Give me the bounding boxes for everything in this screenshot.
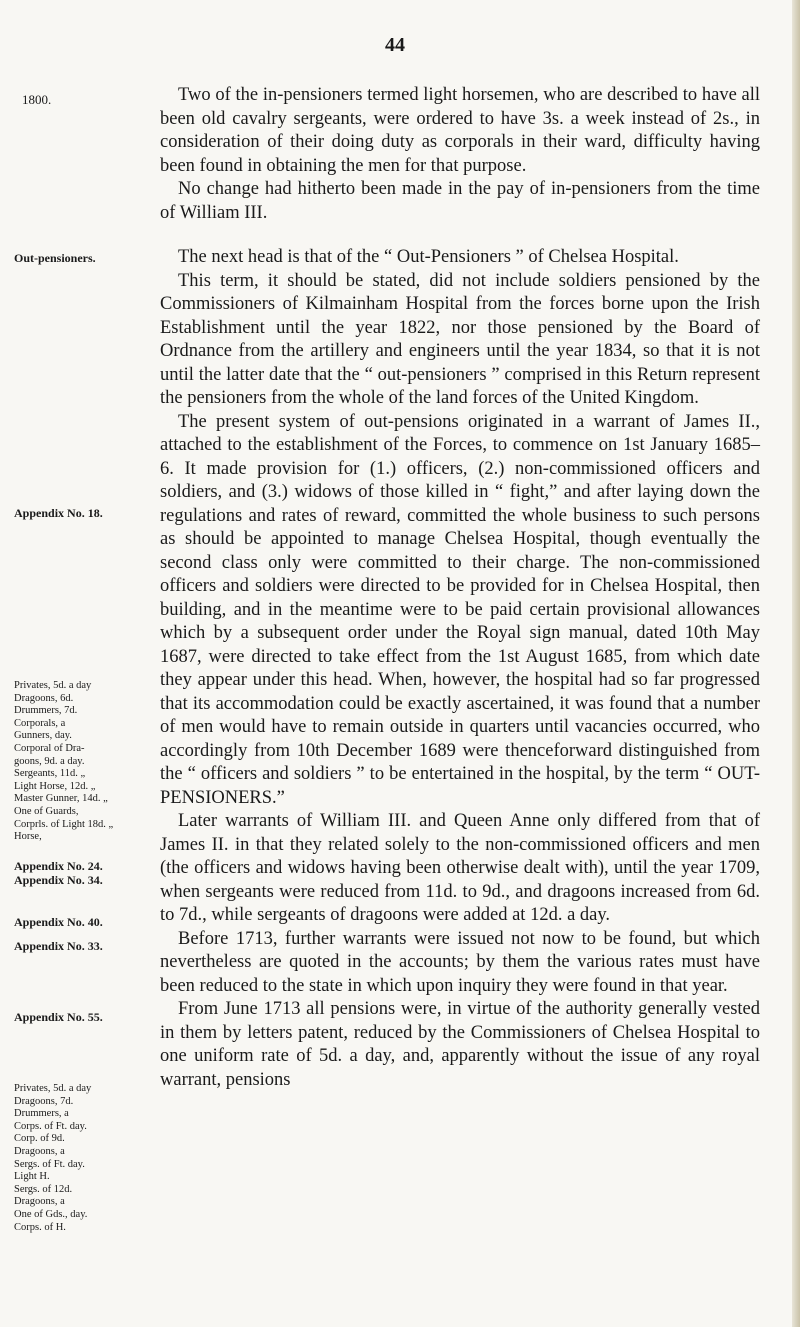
body-text-main bbox=[160, 246, 760, 1092]
scale-1713-row: Privates, 5d. a day bbox=[14, 1083, 92, 1094]
scale-1713-row: Dragoons, a bbox=[14, 1196, 65, 1208]
scale-1713-row: Light H. bbox=[14, 1171, 50, 1183]
scale-1713-row: Drummers, a bbox=[14, 1108, 69, 1120]
scale-1685-row: Privates, 5d. a day bbox=[14, 680, 92, 691]
paragraph-out-pensioners-head: The next head is that of the “ Out-Pensioners ” of Chelsea Hospital. bbox=[178, 247, 679, 267]
appendix-33-margin-note: Appendix No. 33. bbox=[14, 939, 103, 953]
paragraph-before-1713: Before 1713, further warrants were issued not now to be found, but which nevertheless are quoted in the accounts; by them the various rates must have been reduced to the state in which upon inquiry they were found in that year. bbox=[160, 928, 760, 996]
paragraph-light-horsemen: Two of the in-pensioners termed light horsemen, who are described to have all been old cavalry sergeants, were ordered to have 3s. a week instead of 2s., in consideration of their doing duty as corporals in their ward, difficulty having been found in obtaining the men for that purpose. bbox=[160, 85, 760, 176]
scale-1713-row: Sergs. of Ft. day. bbox=[14, 1158, 85, 1170]
scale-1685-row: Horse, bbox=[14, 831, 42, 843]
appendix-24-margin-note: Appendix No. 24. bbox=[14, 859, 103, 873]
appendix-18-margin-note: Appendix No. 18. bbox=[14, 506, 103, 520]
scale-1713-row: Corp. of 9d. bbox=[14, 1133, 65, 1145]
scale-1685-row: Corporals, a bbox=[14, 717, 66, 729]
appendix-55-margin-note: Appendix No. 55. bbox=[14, 1010, 103, 1024]
out-pensioners-margin-note: Out-pensioners. bbox=[14, 251, 96, 265]
appendix-40-margin-note: Appendix No. 40. bbox=[14, 915, 103, 929]
scale-1685-row: Sergeants, 11d. „ bbox=[14, 768, 86, 780]
body-text-top bbox=[160, 84, 760, 225]
paragraph-term-definition: This term, it should be stated, did not include soldiers pensioned by the Commissioners of Kilmainham Hospital from the forces borne upon the Irish Establishment until the year 1822, nor those pensioned by the Board of Ordnance from the artillery and engineers until the year 1834, so that it is not until the latter date that the “ out-pensioners ” comprised in this Return represent the pensioners from the whole of the land forces of the United Kingdom. bbox=[160, 270, 760, 408]
paragraph-present-system: The present system of out-pensions originated in a warrant of James II., attached to the establishment of the Forces, to commence on 1st January 1685–6. It made provision for (1.) officers, (2.) non-commissioned officers and soldiers, and (3.) widows of those killed in “ fight,” and after laying down the regulations and rates of reward, committed the whole business to such persons as should be appointed to manage Chelsea Hospital, though eventually the second class only were committed to their charge. The non-commissioned officers and soldiers were directed to be provided for in Chelsea Hospital, then building, and in the meantime were to be paid certain provisional allowances which by a subsequent order under the Royal sign manual, dated 10th May 1687, were directed to take effect from the 1st August 1685, from which date they appear under this head. When, however, the hospital had so far progressed that its accommodation could be exactly ascertained, it was found that a number of men would have to remain outside in quarters until vacancies occurred, who accordingly from 10th December 1689 were thenceforward distinguished from the “ officers and soldiers ” to be entertained in the hospital, by the term “ OUT-PENSIONERS.” bbox=[160, 411, 760, 808]
page-edge bbox=[792, 0, 800, 1327]
pension-scale-1713 bbox=[14, 1083, 154, 1234]
paragraph-no-change: No change had hitherto been made in the pay of in-pensioners from the time of William III. bbox=[160, 179, 760, 223]
pension-scale-1685 bbox=[14, 680, 154, 844]
scale-1685-row: Corporal of Dra- bbox=[14, 742, 85, 754]
page-number: 44 bbox=[385, 34, 405, 56]
paragraph-june-1713: From June 1713 all pensions were, in virtue of the authority generally vested in them by letters patent, reduced by the Commissioners of Chelsea Hospital to one uniform rate of 5d. a day, and, apparently without the issue of any royal warrant, pensions bbox=[160, 999, 760, 1090]
scale-1685-row: goons, 9d. a day. bbox=[14, 755, 85, 767]
scale-1685-row: Corprls. of Light 18d. „ bbox=[14, 818, 114, 830]
scale-1713-row: Sergs. of 12d. bbox=[14, 1183, 73, 1195]
appendix-34-margin-note: Appendix No. 34. bbox=[14, 873, 103, 887]
scale-1713-row: One of Gds., day. bbox=[14, 1208, 88, 1220]
scale-1713-row: Corps. of H. bbox=[14, 1221, 66, 1233]
scale-1685-row: Light Horse, 12d. „ bbox=[14, 780, 96, 792]
year-margin-note: 1800. bbox=[22, 92, 52, 107]
paragraph-later-warrants: Later warrants of William III. and Queen Anne only differed from that of James II. in that they related solely to the non-commissioned officers and men (the officers and widows having been otherwise dealt with), until the year 1709, when sergeants were reduced from 11d. to 9d., and dragoons increased from 6d. to 7d., while sergeants of dragoons were added at 12d. a day. bbox=[160, 811, 760, 925]
scale-1713-row: Dragoons, a bbox=[14, 1145, 65, 1157]
scale-1685-row: One of Guards, bbox=[14, 805, 79, 817]
scale-1685-row: Gunners, day. bbox=[14, 730, 72, 742]
scale-1685-row: Dragoons, 6d. bbox=[14, 692, 74, 704]
scale-1685-row: Master Gunner, 14d. „ bbox=[14, 793, 108, 805]
scale-1685-row: Drummers, 7d. bbox=[14, 705, 78, 717]
scale-1713-row: Corps. of Ft. day. bbox=[14, 1120, 87, 1132]
scale-1713-row: Dragoons, 7d. bbox=[14, 1095, 74, 1107]
